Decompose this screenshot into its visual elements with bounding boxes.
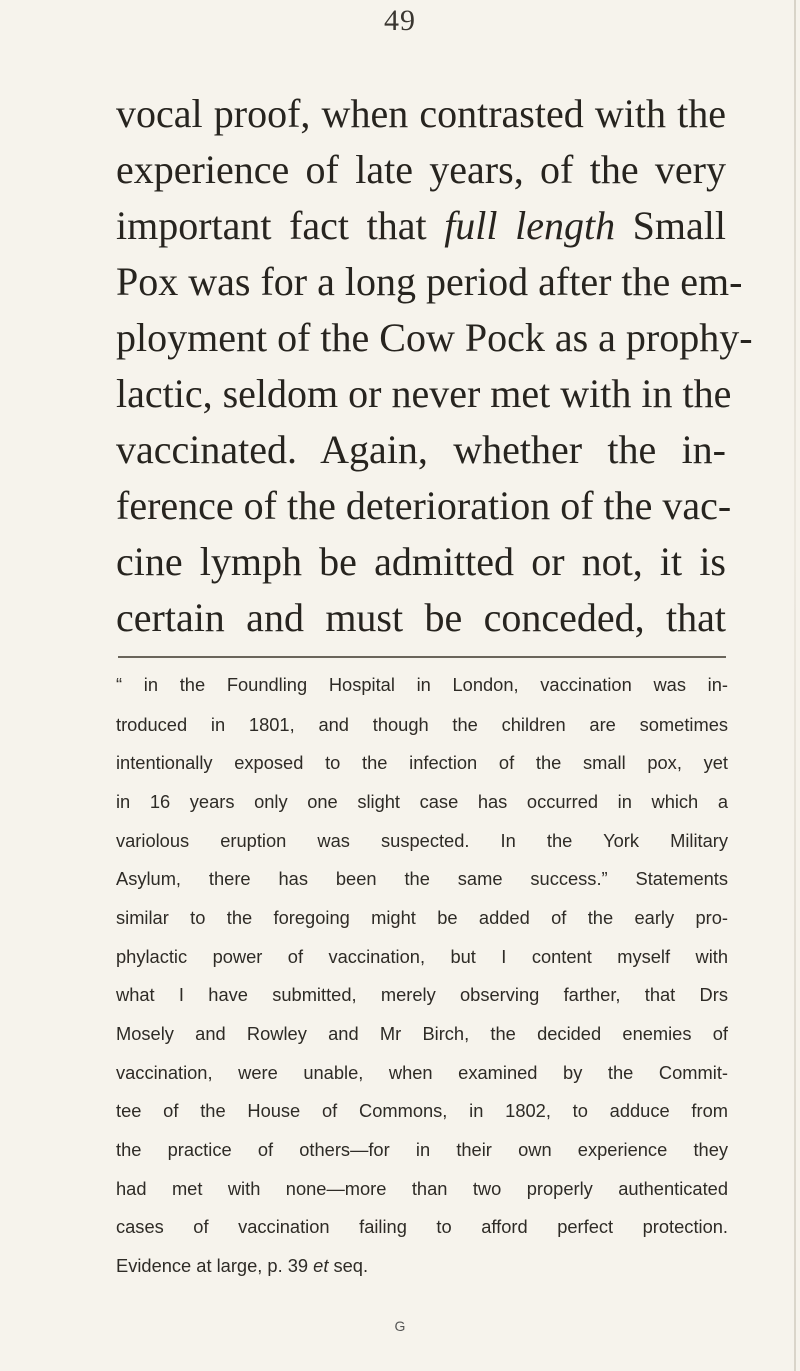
footnote-line: Asylum, there has been the same success.” Statements [116, 868, 728, 889]
footnote-line: tee of the House of Commons, in 1802, to adduce from [116, 1100, 728, 1121]
footnote-line: “ in the Foundling Hospital in London, vaccination was in- [116, 674, 728, 695]
footnote-line: variolous eruption was suspected. In the York Military [116, 830, 728, 851]
footnote-line: vaccination, were unable, when examined by the Commit- [116, 1062, 728, 1083]
footnote-rule [118, 656, 726, 658]
signature-mark: G [394, 1318, 406, 1334]
main-text-line: vocal proof, when contrasted with the [116, 91, 726, 136]
main-text-line: vaccinated. Again, whether the in- [116, 427, 726, 472]
footnote-span: Evidence at large, p. 39 [116, 1255, 314, 1276]
footnote-span: seq. [328, 1255, 369, 1276]
footnote-line [116, 1251, 728, 1281]
main-text-line: certain and must be conceded, that [116, 595, 726, 640]
main-text-line: experience of late years, of the very [116, 147, 726, 192]
footnote-line: in 16 years only one slight case has occurred in which a [116, 791, 728, 812]
page-edge [794, 0, 796, 1371]
footnote-line: had met with none—more than two properly authenticated [116, 1178, 728, 1199]
main-text-span: important fact that [116, 203, 445, 248]
main-text-line: lactic, seldom or never met with in the [116, 371, 732, 416]
footnote-line: what I have submitted, merely observing farther, that Drs [116, 984, 728, 1005]
footnote-line: similar to the foregoing might be added of the early pro- [116, 907, 728, 928]
italic-phrase: full length [444, 203, 616, 248]
main-text-line: ployment of the Cow Pock as a prophy- [116, 315, 753, 360]
footnote-italic: et [313, 1255, 329, 1276]
footnote-line: intentionally exposed to the infection of the small pox, yet [116, 752, 728, 773]
footnote-line: Mosely and Rowley and Mr Birch, the decided enemies of [116, 1023, 728, 1044]
footnote-line: phylactic power of vaccination, but I content myself with [116, 946, 728, 967]
footnote-line: troduced in 1801, and though the children are sometimes [116, 714, 728, 735]
main-text-line: cine lymph be admitted or not, it is [116, 539, 726, 584]
main-text-line: ference of the deterioration of the vac- [116, 483, 732, 528]
main-text-span: Small [615, 203, 727, 248]
footnote-line: cases of vaccination failing to afford perfect protection. [116, 1216, 728, 1237]
main-text-line [116, 198, 726, 254]
main-text-line: Pox was for a long period after the em- [116, 259, 743, 304]
footnote-line: the practice of others—for in their own experience they [116, 1139, 728, 1160]
page-number: 49 [384, 4, 416, 37]
